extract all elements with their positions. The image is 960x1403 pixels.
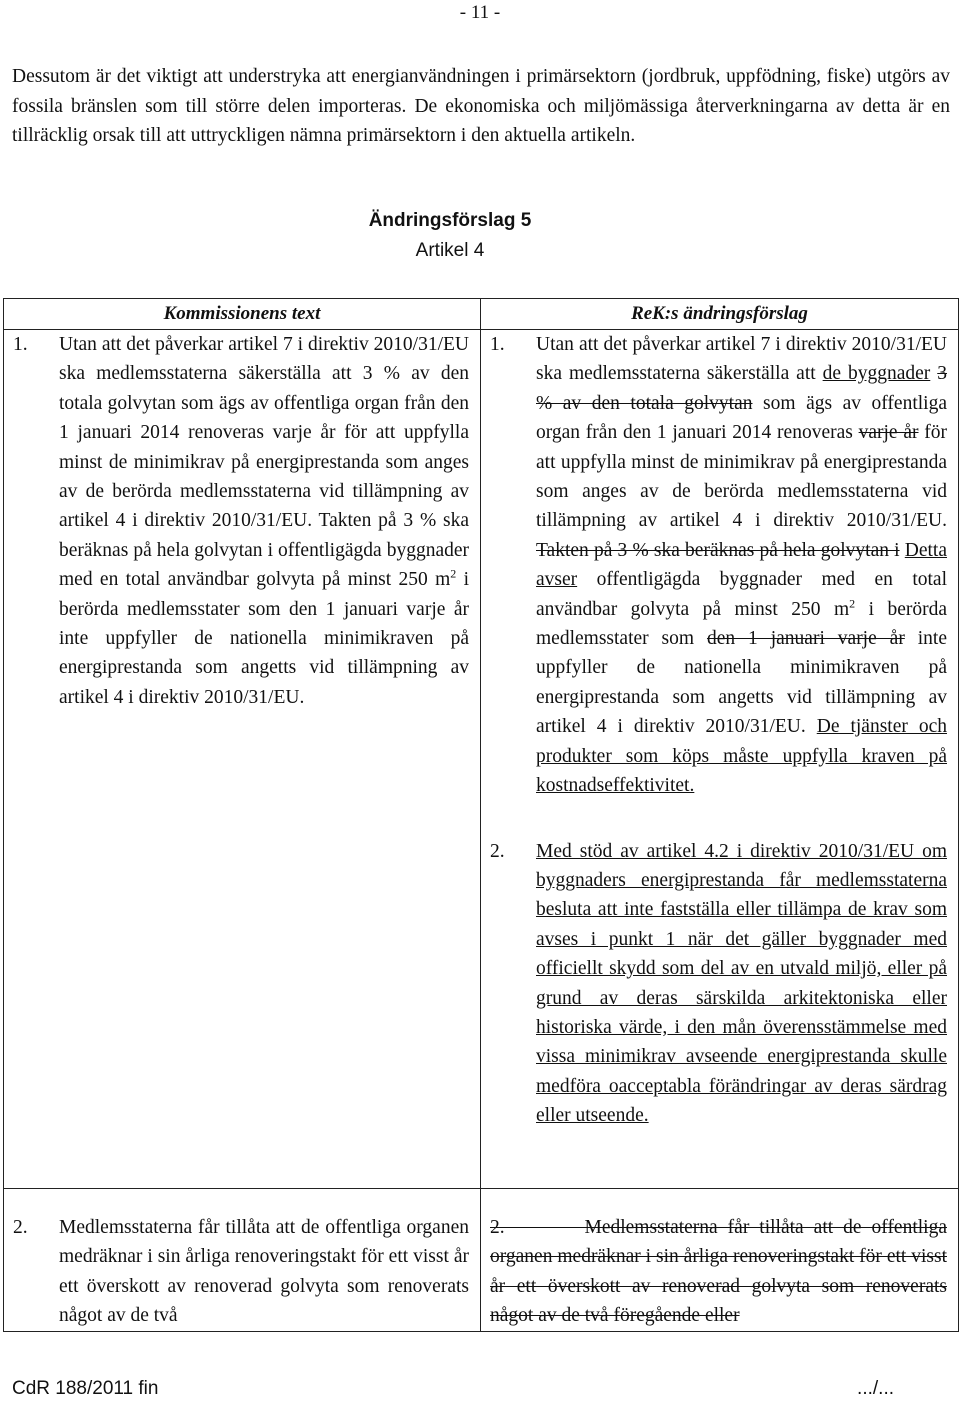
amendment-cell-1 (481, 330, 959, 1189)
paragraph-number: 2. (13, 1217, 28, 1238)
deleted-text: 3 % av den totala golvytan (536, 363, 947, 414)
commission-cell-2 (4, 1189, 481, 1332)
table-row (4, 1189, 959, 1332)
deleted-text: Takten på 3 % ska beräknas på hela golvytan i (536, 539, 900, 561)
paragraph-text: Medlemsstaterna får tillåta att de offentliga organen medräknar i sin årliga renoveringstakt för ett visst år ett överskott av renoverad golvyta som renoverats något av de två (59, 1217, 469, 1327)
deleted-text: varje år (858, 422, 919, 444)
commission-text-header: Kommissionens text (4, 299, 481, 330)
amendment-paragraph-1 (490, 330, 947, 801)
continuation-mark: .../... (857, 1378, 894, 1399)
paragraph-number: 1. (490, 334, 505, 355)
paragraph-text: Utan att det påverkar artikel 7 i direktiv 2010/31/EU ska medlemsstaterna säkerställa att de byggnader 3 % av den totala golvytan som ägs av offentliga organ från den 1 januari 2014 renoveras varje år för att uppfylla minst de minimikrav på energiprestanda som anges av de berörda medlemsstaterna vid tillämpning av artikel 4 i direktiv 2010/31/EU. Takten på 3 % ska beräknas på hela golvytan i Detta avser offentligägda byggnader med en total användbar golvyta på minst 250 $m^2$ i berörda medlemsstater som den 1 januari varje år inte uppfyller de nationella minimikraven på energiprestanda som angetts vid tillämpning av artikel 4 i direktiv 2010/31/EU. De tjänster och produkter som köps måste uppfylla kraven på kostnadseffektivitet. (536, 334, 948, 797)
amendment-header: ReK:s ändringsförslag (481, 299, 959, 330)
comparison-table (3, 298, 959, 1332)
intro-paragraph: Dessutom är det viktigt att understryka att energianvändningen i primärsektorn (jordbruk, uppfödning, fiske) utgörs av fossila bränslen som till större delen importeras. De ekonomiska och miljömässiga återverkningarna av detta är en tillräcklig orsak till att uttryckligen nämna primärsektorn i den aktuella artikeln. (12, 66, 950, 147)
paragraph-number: 2. (490, 840, 505, 862)
amendment-paragraph-2 (490, 837, 947, 1131)
document-reference: CdR 188/2011 fin (12, 1378, 159, 1399)
deleted-paragraph: 2. Medlemsstaterna får tillåta att de offentliga organen medräknar i sin årliga renoveringstakt för ett visst år ett överskott av renoverad golvyta som renoverats något av de två föregående eller (490, 1217, 947, 1327)
paragraph-number: 1. (13, 334, 28, 355)
paragraph-text: Utan att det påverkar artikel 7 i direktiv 2010/31/EU ska medlemsstaterna säkerställa att 3 % av den totala golvytan som ägs av offentliga organ från den 1 januari 2014 renoveras varje år för att uppfylla minst de minimikrav på energiprestanda som anges av de berörda medlemsstaterna vid tillämpning av artikel 4 i direktiv 2010/31/EU. Takten på 3 % ska beräknas på hela golvytan i offentligägda byggnader med en total användbar golvyta på minst 250 $m^2$ i berörda medlemsstater som den 1 januari varje år inte uppfyller de nationella minimikraven på energiprestanda som angetts vid tillämpning av artikel 4 i direktiv 2010/31/EU. (59, 334, 470, 708)
commission-paragraph-1 (13, 330, 469, 712)
table-header-row (4, 299, 959, 330)
amendment-cell-2 (481, 1189, 959, 1332)
commission-paragraph-2 (13, 1213, 469, 1331)
article-reference: Artikel 4 (415, 240, 485, 261)
page-number: - 11 - (459, 2, 501, 23)
inserted-text: de byggnader (822, 363, 931, 385)
inserted-text: Med stöd av artikel 4.2 i direktiv 2010/31/EU om byggnaders energiprestanda får medlemsstaterna besluta att inte fastställa eller tillämpa de krav som avses i punkt 1 när det gäller byggnader med officiellt skydd som del av en utvald miljö, eller på grund av deras särskilda arkitektoniska eller historiska värde, i den mån överensstämmelse med vissa minimikrav avseende energiprestanda skulle medföra oacceptabla förändringar av deras särdrag eller utseende. (536, 840, 947, 1127)
inserted-text: De tjänster och produkter som köps måste uppfylla kraven på kostnadseffektivitet. (536, 716, 947, 797)
table-row (4, 330, 959, 1189)
inserted-text: Detta avser (536, 539, 948, 591)
commission-cell-1 (4, 330, 481, 1189)
deleted-text: den 1 januari varje år (706, 628, 905, 650)
amendment-title: Ändringsförslag 5 (368, 210, 532, 231)
